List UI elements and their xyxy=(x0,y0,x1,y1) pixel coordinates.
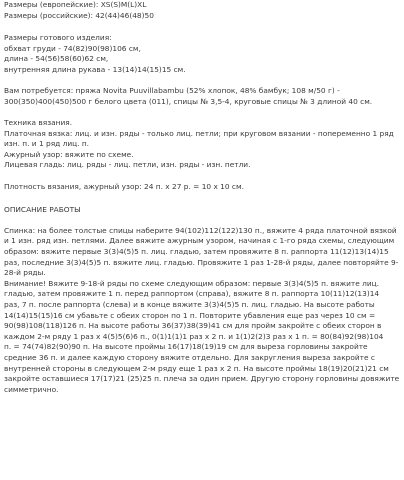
note-line: каждом 2-м ряду 1 раз х 4(5)5(6)6 п., 0(1)1(1)1 раз х 2 п. и 1(1)2(2)3 раз х 1 п. = 80(84)92(98)104 xyxy=(4,331,384,341)
stockinette-stitch: Лицевая гладь: лиц. ряды - лиц. петли, изн. ряды - изн. петли. xyxy=(4,160,251,170)
materials-line-2: 300(350)400(450)500 г белого цвета (011), спицы № 3,5-4, круговые спицы № 3 длиной 40 см. xyxy=(4,96,373,106)
gauge: Плотность вязания, ажурный узор: 24 п. х 27 р. = 10 х 10 см. xyxy=(4,181,244,191)
back-line: образом: вяжите первые 3(3)4(5)5 п. лиц. гладью, затем провяжите 8 п. раппорта 11(12)13(14)15 xyxy=(4,247,389,257)
lace-pattern: Ажурный узор: вяжите по схеме. xyxy=(4,149,134,159)
sleeve-measure: внутренняя длина рукава - 13(14)14(15)15 см. xyxy=(4,64,186,74)
note-line: закройте оставшиеся 17(17)21 (25)25 п. плеча за один прием. Другую сторону горловины довяжите xyxy=(4,374,400,384)
technique-heading: Техника вязания. xyxy=(4,117,73,127)
back-line: Спинка: на более толстые спицы наберите 94(102)112(122)130 п., вяжите 4 ряда платочной вязкой xyxy=(4,225,397,235)
note-line: внутренней стороны в следующем 2-м ряду еще 1 раз х 2 п. На высоте проймы 18(19)20(21)21 см xyxy=(4,363,389,373)
finished-sizes-heading: Размеры готового изделия: xyxy=(4,33,112,43)
note-line: симметрично. xyxy=(4,384,59,394)
note-line: 90(98)108(118)126 п. На высоте работы 36(37)38(39)41 см для пройм закройте с обеих сторон в xyxy=(4,321,382,331)
sizes-european: Размеры (европейские): XS(S)M(L)XL xyxy=(4,0,147,9)
sizes-russian: Размеры (российские): 42(44)46(48)50 xyxy=(4,10,154,20)
note-line: Внимание! Вяжите 9-18-й ряды по схеме следующим образом: первые 3(3)4(5)5 п. вяжите лиц. xyxy=(4,278,380,288)
note-line: средние 36 п. и далее каждую сторону вяжите отдельно. Для закругления выреза закройте с xyxy=(4,353,375,362)
garter-stitch-line-2: изн. п. и 1 ряд лиц. п. xyxy=(4,139,90,149)
note-paragraph xyxy=(4,279,400,396)
back-line: раз, последние 3(3)4(5)5 п. вяжите лиц. гладью. Провяжите 1 раз 1-28-й ряды, далее повторяйте 9- xyxy=(4,257,399,267)
bust-measure: обхват груди - 74(82)90(98)106 см, xyxy=(4,43,141,53)
note-line: 14(14)15(15)16 см убавьте с обеих сторон по 1 п. Повторите убавления еще раз через 10 см = xyxy=(4,310,376,320)
back-line: 28-й ряды. xyxy=(4,268,46,278)
note-line: раз, 7 п. после раппорта (слева) и в конце вяжите 3(3)4(5)5 п. лиц. гладью. На высоте работы xyxy=(4,300,375,310)
length-measure: длина - 54(56)58(60)62 см, xyxy=(4,54,109,64)
description-heading: ОПИСАНИЕ РАБОТЫ xyxy=(4,204,81,214)
garter-stitch-line-1: Платочная вязка: лиц. и изн. ряды - только лиц. петли; при круговом вязании - попеременно 1 ряд xyxy=(4,128,394,138)
back-paragraph xyxy=(4,226,400,279)
note-line: гладью, затем провяжите 1 п. перед раппортом (справа), вяжите 8 п. раппорта 10(11)12(13)14 xyxy=(4,289,380,299)
note-line: п. = 74(74)82(90)90 п. На высоте проймы 16(17)18(19)19 см для выреза горловины закройте xyxy=(4,342,368,352)
back-line: и 1 изн. ряд изн. петлями. Далее вяжите ажурным узором, начиная с 1-го ряда схемы, следующим xyxy=(4,236,395,246)
materials-line-1: Вам потребуется: пряжа Novita Puuvillabambu (52% хлопок, 48% бамбук; 108 м/50 г) - xyxy=(4,86,340,96)
